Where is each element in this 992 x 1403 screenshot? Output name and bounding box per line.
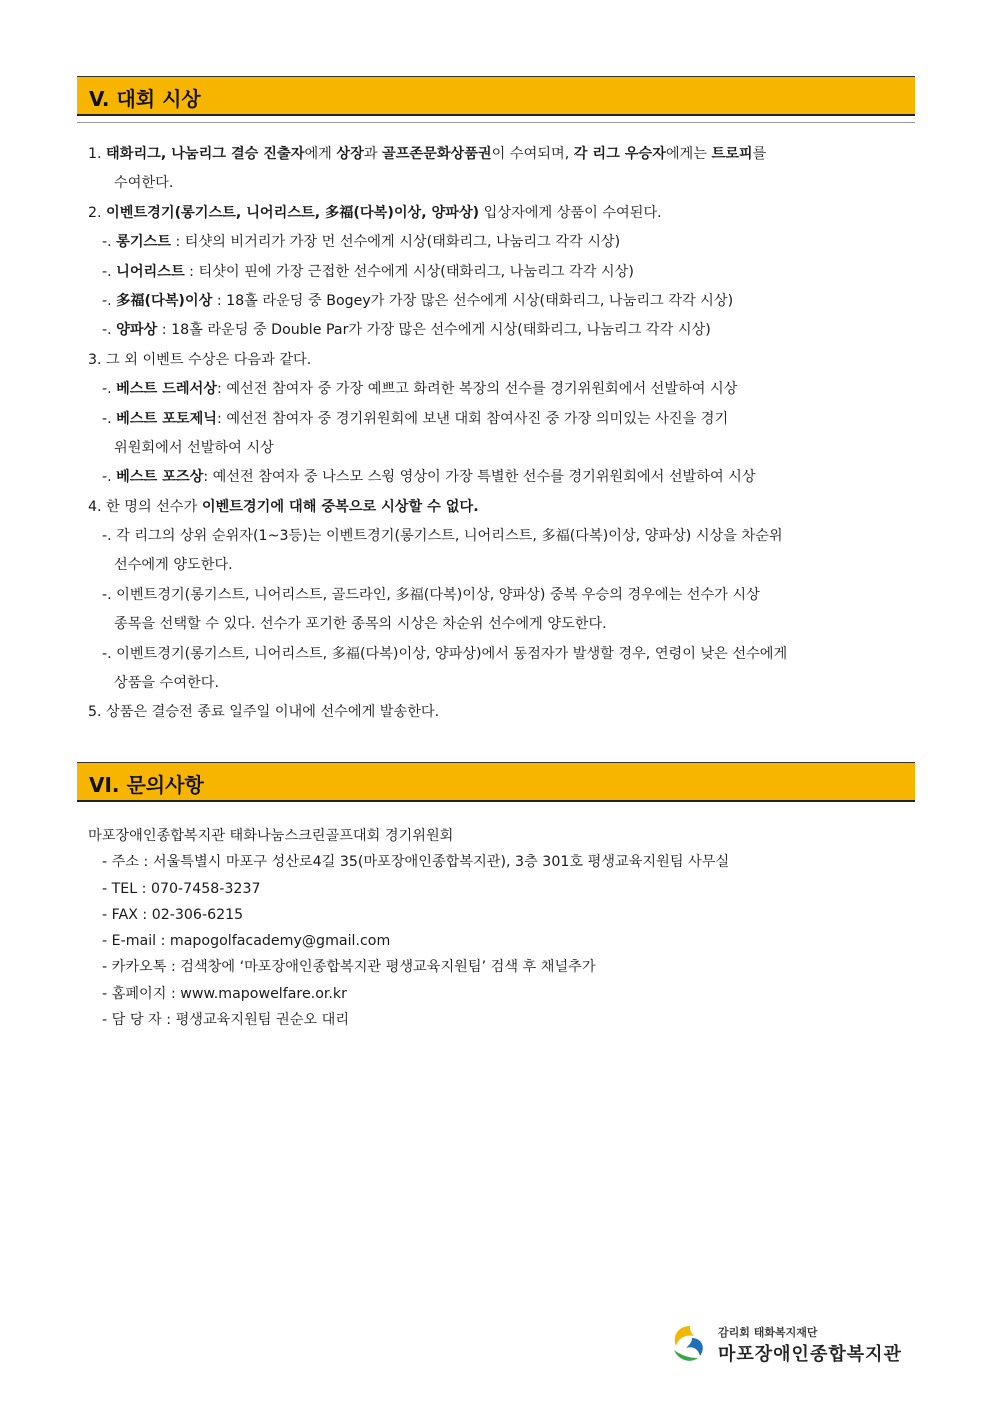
text: 2. bbox=[88, 204, 107, 221]
text: -. 이벤트경기(롱기스트, 니어리스트, 골드라인, 多福(다복)이상, 양파상) 중복 우승의 경우에는 선수가 시상 bbox=[102, 586, 760, 603]
section-title-awards: V. 대회 시상 bbox=[89, 87, 201, 111]
contact-line: - FAX : 02-306-6215 bbox=[102, 906, 244, 923]
award-line bbox=[88, 405, 922, 434]
bold-text: 롱기스트 bbox=[116, 234, 171, 251]
section-header-awards bbox=[77, 76, 915, 116]
award-line bbox=[88, 463, 922, 492]
award-line bbox=[88, 493, 922, 522]
divider bbox=[77, 122, 915, 123]
text: 선수에게 양도한다. bbox=[114, 557, 233, 574]
text: 상품을 수여한다. bbox=[114, 675, 219, 692]
text: 4. 한 명의 선수가 bbox=[88, 498, 202, 515]
text: 종목을 선택할 수 있다. 선수가 포기한 종목의 시상은 차순위 선수에게 양도한다. bbox=[114, 616, 607, 633]
text: 위원회에서 선발하여 시상 bbox=[114, 439, 274, 456]
award-line bbox=[88, 434, 922, 463]
text: 1. bbox=[88, 146, 107, 162]
organization-logo bbox=[670, 1322, 920, 1367]
text: -. bbox=[102, 263, 117, 280]
award-line bbox=[88, 698, 922, 727]
bold-text: 태화리그, 나눔리그 결승 진출자 bbox=[106, 146, 305, 162]
text: 3. 그 외 이벤트 수상은 다음과 같다. bbox=[88, 351, 312, 368]
award-line bbox=[88, 551, 922, 580]
award-line bbox=[88, 140, 922, 169]
text: 과 bbox=[363, 146, 382, 162]
bold-text: 베스트 포토제닉 bbox=[116, 410, 218, 427]
contact-line: - 주소 : 서울특별시 마포구 성산로4길 35(마포장애인종합복지관), 3층 301호 평생교육지원팀 사무실 bbox=[102, 854, 730, 871]
text: 에게는 bbox=[665, 146, 712, 162]
bold-text: 베스트 드레서상 bbox=[116, 381, 218, 398]
bold-text: 각 리그 우승자 bbox=[573, 146, 666, 162]
text: -. 각 리그의 상위 순위자(1~3등)는 이벤트경기(롱기스트, 니어리스트, 多福(다복)이상, 양파상) 시상을 차순위 bbox=[102, 528, 783, 545]
contact-line: - E-mail : mapogolfacademy@gmail.com bbox=[102, 933, 391, 950]
text: 입상자에게 상품이 수여된다. bbox=[479, 204, 662, 221]
text: -. bbox=[102, 322, 117, 339]
bold-text: 베스트 포즈상 bbox=[116, 469, 204, 486]
bold-text: 이벤트경기(롱기스트, 니어리스트, 多福(다복)이상, 양파상) bbox=[106, 204, 480, 221]
award-line bbox=[88, 522, 922, 551]
text: 이 수여되며, bbox=[491, 146, 574, 162]
award-line bbox=[88, 199, 922, 228]
text: -. bbox=[102, 234, 117, 251]
text: : 예선전 참여자 중 나스모 스윙 영상이 가장 특별한 선수를 경기위원회에서 선발하여 시상 bbox=[203, 469, 756, 486]
bold-text: 多福(다복)이상 bbox=[116, 292, 213, 309]
text: -. 이벤트경기(롱기스트, 니어리스트, 多福(다복)이상, 양파상)에서 동점자가 발생할 경우, 연령이 낮은 선수에게 bbox=[102, 645, 788, 662]
text: -. bbox=[102, 381, 117, 398]
award-line bbox=[88, 610, 922, 639]
contact-body bbox=[88, 823, 922, 1033]
award-line bbox=[88, 228, 922, 257]
text: -. bbox=[102, 292, 117, 309]
text: 를 bbox=[752, 146, 767, 162]
award-line bbox=[88, 581, 922, 610]
text: -. bbox=[102, 410, 117, 427]
award-line bbox=[88, 640, 922, 669]
contact-line: - 카카오톡 : 검색창에 ‘마포장애인종합복지관 평생교육지원팀’ 검색 후 채널추가 bbox=[102, 959, 596, 976]
bold-text: 이벤트경기에 대해 중복으로 시상할 수 없다. bbox=[201, 498, 479, 515]
bold-text: 양파상 bbox=[116, 322, 158, 339]
text: 수여한다. bbox=[114, 175, 174, 192]
text: : 티샷이 핀에 가장 근접한 선수에게 시상(태화리그, 나눔리그 각각 시상) bbox=[184, 263, 634, 280]
contact-line: - 담 당 자 : 평생교육지원팀 권순오 대리 bbox=[102, 1012, 350, 1029]
contact-line: - 홈페이지 : www.mapowelfare.or.kr bbox=[102, 985, 347, 1002]
bold-text: 상장 bbox=[336, 146, 364, 162]
text: : 18홀 라운딩 중 Double Par가 가장 많은 선수에게 시상(태화리그, 나눔리그 각각 시상) bbox=[157, 322, 711, 339]
text: : 예선전 참여자 중 가장 예쁘고 화려한 복장의 선수를 경기위원회에서 선발하여 시상 bbox=[217, 381, 738, 398]
logo-center-name: 마포장애인종합복지관 bbox=[718, 1344, 902, 1365]
award-line bbox=[88, 375, 922, 404]
bold-text: 트로피 bbox=[711, 146, 753, 162]
text: -. bbox=[102, 469, 117, 486]
award-line bbox=[88, 169, 922, 198]
award-line bbox=[88, 316, 922, 345]
text: 에게 bbox=[304, 146, 337, 162]
text: 5. 상품은 결승전 종료 일주일 이내에 선수에게 발송한다. bbox=[88, 704, 440, 721]
section-header-inquiry bbox=[77, 762, 915, 802]
award-line bbox=[88, 669, 922, 698]
section-title-inquiry: VI. 문의사항 bbox=[89, 773, 204, 797]
award-line bbox=[88, 258, 922, 287]
bold-text: 니어리스트 bbox=[116, 263, 185, 280]
text: : 예선전 참여자 중 경기위원회에 보낸 대회 참여사진 중 가장 의미있는 사진을 경기 bbox=[217, 410, 729, 427]
bold-text: 골프존문화상품권 bbox=[382, 146, 492, 162]
contact-org: 마포장애인종합복지관 태화나눔스크린골프대회 경기위원회 bbox=[88, 828, 454, 844]
awards-body bbox=[88, 140, 922, 728]
text: : 티샷의 비거리가 가장 먼 선수에게 시상(태화리그, 나눔리그 각각 시상) bbox=[170, 234, 621, 251]
text: : 18홀 라운딩 중 Bogey가 가장 많은 선수에게 시상(태화리그, 나눔리그 각각 시상) bbox=[212, 292, 734, 309]
logo-foundation-name: 감리회 태화복지재단 bbox=[718, 1326, 818, 1339]
award-line bbox=[88, 346, 922, 375]
logo-mark-icon bbox=[670, 1324, 712, 1364]
contact-line: - TEL : 070-7458-3237 bbox=[102, 880, 261, 897]
award-line bbox=[88, 287, 922, 316]
